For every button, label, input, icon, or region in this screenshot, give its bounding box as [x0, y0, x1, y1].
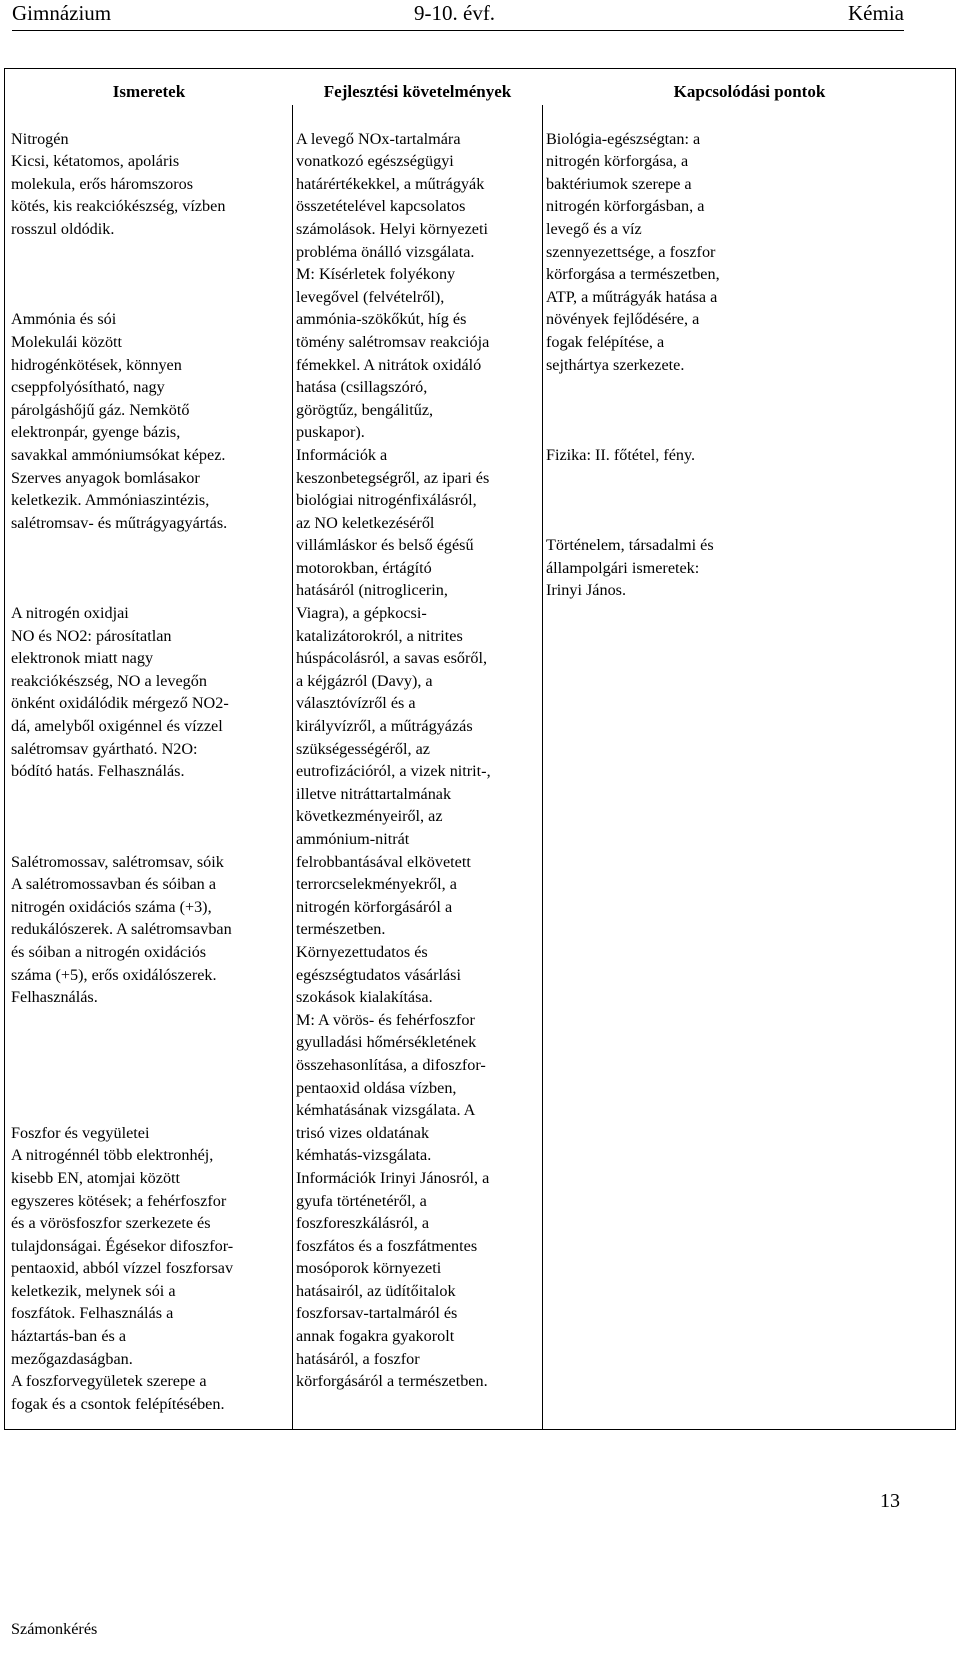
phosphorus-section: Foszfor és vegyületei A nitrogénnél több elektronhéj, kisebb EN, atomjai között egyszeres kötések; a fehérfoszfor és a vörösfoszfor szerkezete és tulajdonságai. Égésekor difoszfor- pentaoxid, abból vízzel foszforsav keletkezik, melynek sói a foszfátok. Felhasználás a háztartás-ban és a mezőgazdaságban. A foszforvegyületek szerepe a fogak és a csontok felépítésében. — [11, 1123, 234, 1413]
header-grade: 9-10. évf. — [414, 1, 496, 25]
header-subject: Kémia — [848, 1, 904, 25]
requirements-cell — [296, 105, 540, 1415]
biology-connection: Biológia-egészségtan: a nitrogén körforgása, a baktériumok szerepe a nitrogén körforgásban, a levegő és a víz szennyezettsége, a foszfor körforgása a természetben, ATP, a műtrágyák hatása a növények fejlődésére, a fogak felépítése, a sejthártya szerkezete. — [546, 129, 720, 374]
page-header — [12, 0, 904, 31]
nitrogen-oxides-section: A nitrogén oxidjai NO és NO2: párosítatlan elektronok miatt nagy reakciókészség, NO a levegőn önként oxidálódik mérgező NO2- dá, amelyből oxigénnel és vízzel salétromsav gyártható. N2O: bódító hatás. Felhasználás. — [11, 604, 229, 781]
column-header-knowledge: Ismeretek — [112, 82, 186, 101]
column-header-connections: Kapcsolódási pontok — [673, 82, 826, 101]
column-divider — [292, 105, 293, 1429]
requirements-text: A levegő NOx-tartalmára vonatkozó egészségügyi határértékekkel, a műtrágyák összetételével kapcsolatos számolások. Helyi környezeti probléma önálló vizsgálata. M: Kísérletek folyékony levegővel (felvételről), ammónia-szökőkút, híg és tömény salétromsav reakciója fémekkel. A nitrátok oxidáló hatása (csillagszóró, görögtűz, bengálitűz, puskapor). Információk a keszonbetegségről, az ipari és biológiai nitrogénfixálásról, az NO keletkezéséről villámláskor és belső égésű motorokban, értágító hatásáról (nitroglicerin, Viagra), a gépkocsi- katalizátorokról, a nitrites húspácolásról, a savas esőről, a kéjgázról (Davy), a választóvízről és a királyvízről, a műtrágyázás szükségességéről, az eutrofizációról, a vizek nitrit-, illetve nitráttartalmának következményeiről, az ammónium-nitrát felrobbantásával elkövetett terrorcselekményekről, a nitrogén körforgásáról a természetben. Környezettudatos és egészségtudatos vásárlási szokások kialakítása. M: A vörös- és fehérfoszfor gyulladási hőmérsékletének összehasonlítása, a difoszfor- pentaoxid oldása vízben, kémhatásának vizsgálata. A trisó vizes oldatának kémhatás-vizsgálata. Információk Irinyi Jánosról, a gyufa történetéről, a foszforeszkálásról, a foszfátos és a foszfátmentes mosóporok környezeti hatásairól, az üdítőitalok foszforsav-tartalmáról és annak fogakra gyakorolt hatásáról, a foszfor körforgásáról a természetben. — [296, 129, 491, 1391]
column-divider — [542, 105, 543, 1429]
column-header-requirements: Fejlesztési követelmények — [323, 82, 512, 101]
ammonia-section: Ammónia és sói Molekulái között hidrogénkötések, könnyen cseppfolyósítható, nagy párolgáshőjű gáz. Nemkötő elektronpár, gyenge bázis, savakkal ammóniumsókat képez. Szerves anyagok bomlásakor keletkezik. Ammóniaszintézis, salétromsav- és műtrágyagyártás. — [11, 310, 228, 532]
history-connection: Történelem, társadalmi és állampolgári ismeretek: Irinyi János. — [546, 536, 714, 600]
nitrogen-section: Nitrogén Kicsi, kétatomos, apoláris molekula, erős háromszoros kötés, kis reakciókészség, vízben rosszul oldódik. — [11, 129, 226, 238]
nitric-acid-section: Salétromossav, salétromsav, sóik A salétromossavban és sóiban a nitrogén oxidációs száma (+3), redukálószerek. A salétromsavban és sóiban a nitrogén oxidációs száma (+5), erős oxidálószerek. Felhasználás. — [11, 852, 232, 1007]
page-number: 13 — [880, 1490, 900, 1512]
connections-cell — [546, 105, 952, 625]
header-school-type: Gimnázium — [12, 1, 112, 25]
physics-connection: Fizika: II. főtétel, fény. — [546, 445, 696, 464]
knowledge-cell — [11, 105, 289, 1663]
accountability-label: Számonkérés — [11, 1619, 98, 1638]
